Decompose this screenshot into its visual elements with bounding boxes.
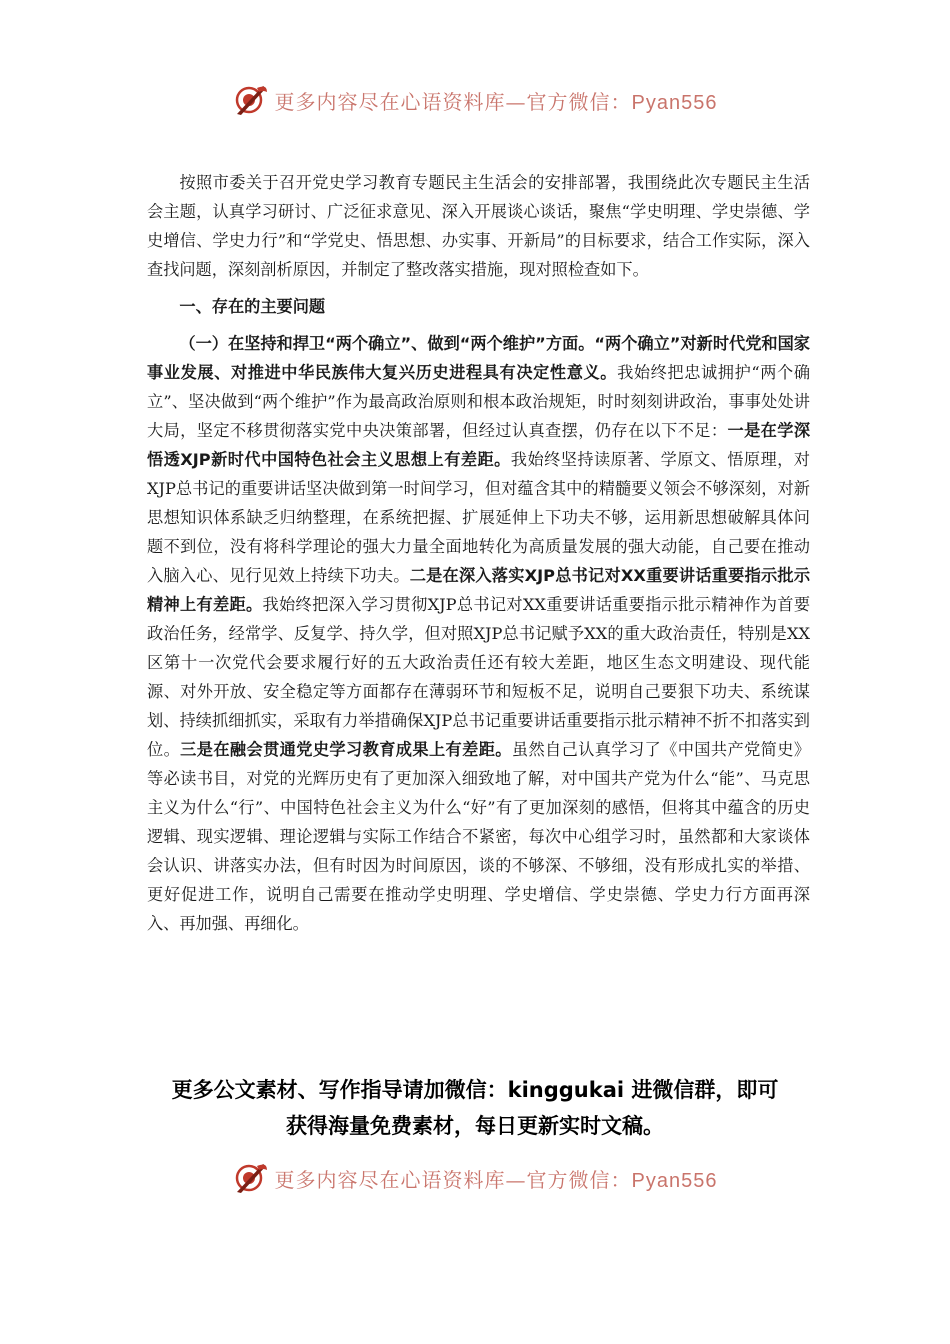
- section-heading: 一、存在的主要问题: [179, 297, 326, 316]
- watermark-footer: [0, 1158, 950, 1198]
- quill-logo-icon: [233, 82, 269, 118]
- point-two-heading: 二是在深入落实XJP总书记对XX重要讲话重要指示批示精神上有差距。: [147, 566, 811, 614]
- point-one-heading: 一是在学深悟透XJP新时代中国特色社会主义思想上有差距。: [147, 421, 811, 469]
- promo-line-2: 获得海量免费素材，每日更新实时文稿。: [286, 1114, 664, 1138]
- watermark-header: [0, 80, 950, 120]
- intro-paragraph: 按照市委关于召开党史学习教育专题民主生活会的安排部署，我围绕此次专题民主生活会主题，认真学习研讨、广泛征求意见、深入开展谈心谈话，聚焦“学史明理、学史崇德、学史增信、学史力行”和“学党史、悟思想、办实事、开新局”的目标要求，结合工作实际，深入查找问题，深刻剖析原因，并制定了整改落实措施，现对照检查如下。: [147, 173, 810, 279]
- subsection-lead: （一）在坚持和捍卫“两个确立”、做到“两个维护”方面。“两个确立”对新时代党和国家事业发展、对推进中华民族伟大复兴历史进程具有决定性意义。: [147, 334, 810, 382]
- point-three-heading: 三是在融会贯通党史学习教育成果上有差距。: [180, 740, 512, 759]
- quill-logo-icon: [233, 1160, 269, 1196]
- watermark-text: 更多内容尽在心语资料库—官方微信：Pyan556: [274, 89, 718, 114]
- document-body: [147, 168, 810, 938]
- promo-line-1: 更多公文素材、写作指导请加微信：kinggukai 进微信群，即可: [171, 1078, 779, 1102]
- problem-paragraph: （一）在坚持和捍卫“两个确立”、做到“两个维护”方面。“两个确立”对新时代党和国家事业发展、对推进中华民族伟大复兴历史进程具有决定性意义。我始终把忠诚拥护“两个确立”、坚决做到“两个维护”作为最高政治原则和根本政治规矩，时时刻刻讲政治，事事处处讲大局，坚定不移贯彻落实党中央决策部署，但经过认真查摆，仍存在以下不足：一是在学深悟透XJP新时代中国特色社会主义思想上有差距。我始终坚持读原著、学原文、悟原理，对XJP总书记的重要讲话坚决做到第一时间学习，但对蕴含其中的精髓要义领会不够深刻，对新思想知识体系缺乏归纳整理，在系统把握、扩展延伸上下功夫不够，运用新思想破解具体问题不到位，没有将科学理论的强大力量全面地转化为高质量发展的强大动能，自己要在推动入脑入心、见行见效上持续下功夫。二是在深入落实XJP总书记对XX重要讲话重要指示批示精神上有差距。我始终把深入学习贯彻XJP总书记对XX重要讲话重要指示批示精神作为首要政治任务，经常学、反复学、持久学，但对照XJP总书记赋予XX的重大政治责任，特别是XX区第十一次党代会要求履行好的五大政治责任还有较大差距，地区生态文明建设、现代能源、对外开放、安全稳定等方面都存在薄弱环节和短板不足，说明自己要狠下功夫、系统谋划、持续抓细抓实，采取有力举措确保XJP总书记重要讲话重要指示批示精神不折不扣落实到位。三是在融会贯通党史学习教育成果上有差距。虽然自己认真学习了《中国共产党简史》等必读书目，对党的光辉历史有了更加深入细致地了解，对中国共产党为什么“能”、马克思主义为什么“行”、中国特色社会主义为什么“好”有了更加深刻的感悟，但将其中蕴含的历史逻辑、现实逻辑、理论逻辑与实际工作结合不紧密，每次中心组学习时，虽然都和大家谈体会认识、讲落实办法，但有时因为时间原因，谈的不够深、不够细，没有形成扎实的举措、更好促进工作，说明自己需要在推动学史明理、学史增信、学史崇德、学史力行方面再深入、再加强、再细化。: [147, 334, 811, 933]
- watermark-text: 更多内容尽在心语资料库—官方微信：Pyan556: [274, 1167, 718, 1192]
- promo-banner: [0, 1072, 950, 1144]
